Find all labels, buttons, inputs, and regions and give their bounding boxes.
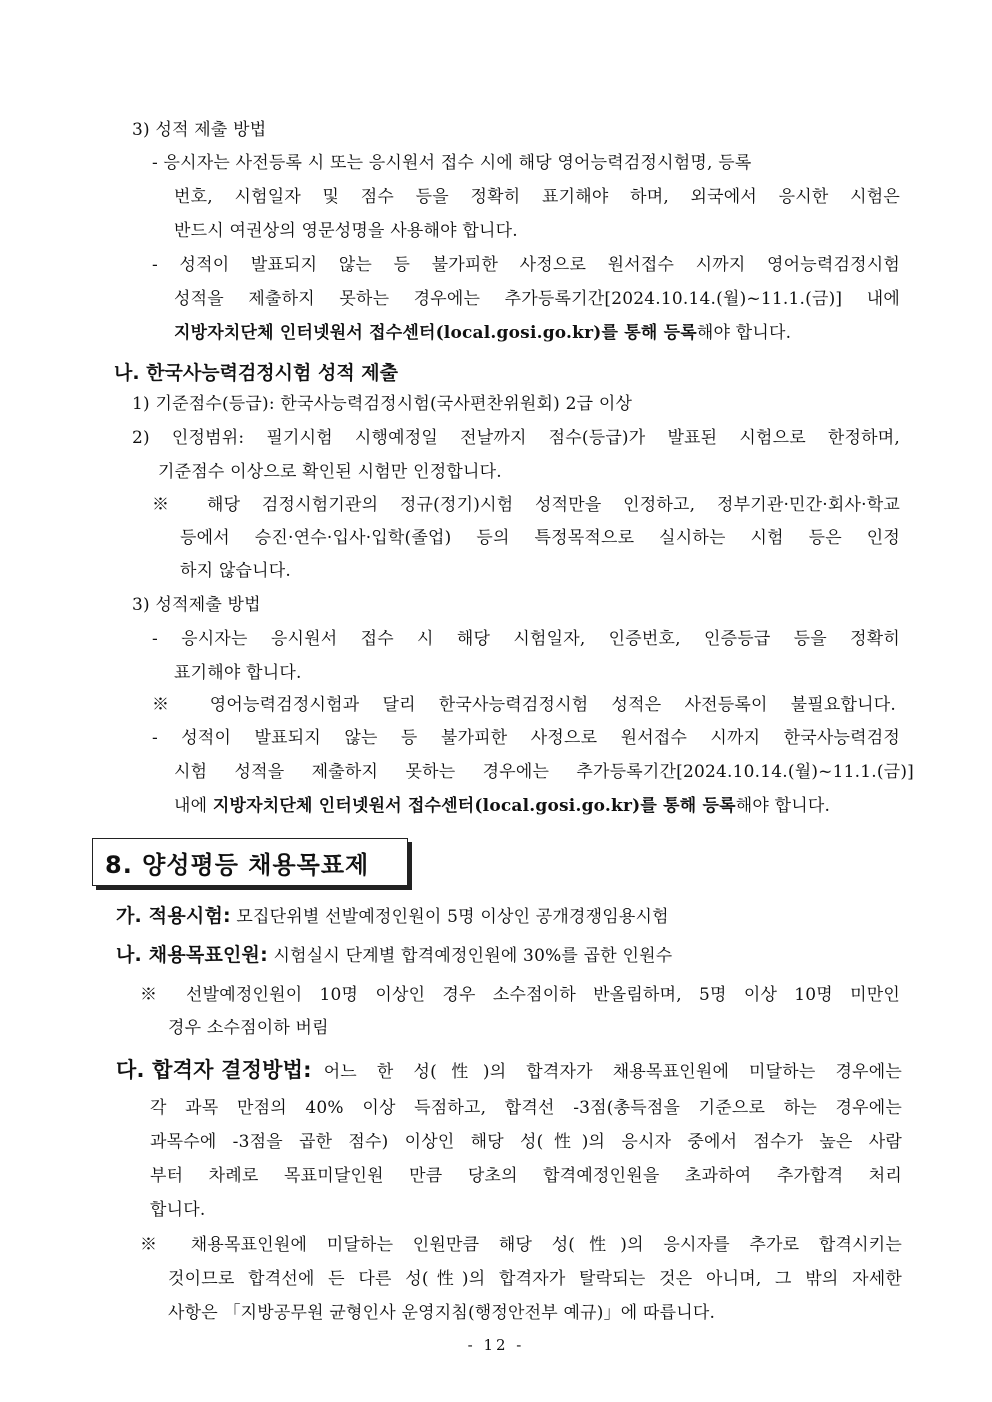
- body-line: 과목수에 -3점을 곱한 점수) 이상인 해당 성(性)의 응시자 중에서 점수가 높은 사람: [150, 1132, 902, 1152]
- section-title-box: [92, 838, 408, 886]
- item-label: 나. 채용목표인원:: [116, 944, 268, 966]
- body-line: 각 과목 만점의 40% 이상 득점하고, 합격선 -3점(총득점을 기준으로 하는 경우에는: [150, 1098, 902, 1118]
- section-heading: 나. 한국사능력검정시험 성적 제출: [114, 362, 399, 384]
- emphasis-text: 지방자치단체 인터넷원서 접수센터(local.gosi.go.kr)를 통해 등록: [174, 323, 697, 343]
- item-label: 다. 합격자 결정방법:: [116, 1058, 312, 1082]
- note-line: 사항은 「지방공무원 균형인사 운영지침(행정안전부 예규)」에 따릅니다.: [168, 1303, 716, 1323]
- bullet-line: 번호, 시험일자 및 점수 등을 정확히 표기해야 하며, 외국에서 응시한 시험은: [174, 187, 900, 207]
- page-number: - 12 -: [467, 1336, 525, 1354]
- body-line: 부터 차례로 목표미달인원 만큼 당초의 합격예정인원을 초과하여 추가합격 처리: [150, 1166, 902, 1186]
- bullet-line: - 성적이 발표되지 않는 등 불가피한 사정으로 원서접수 시까지 영어능력검정시험: [152, 255, 900, 275]
- bullet-line: 반드시 여권상의 영문성명을 사용해야 합니다.: [174, 221, 518, 241]
- bullet-line: 지방자치단체 인터넷원서 접수센터(local.gosi.go.kr)를 통해 등록해야 합니다.: [174, 323, 792, 343]
- note-line: 등에서 승진·연수·입사·입학(졸업) 등의 특정목적으로 실시하는 시험 등은 인정: [180, 528, 900, 548]
- sub-heading: 3) 성적 제출 방법: [132, 120, 267, 140]
- note-line: 것이므로 합격선에 든 다른 성(性)의 합격자가 탈락되는 것은 아니며, 그 밖의 자세한: [168, 1269, 902, 1289]
- item-line: 기준점수 이상으로 확인된 시험만 인정합니다.: [158, 462, 502, 482]
- note-line: ※ 채용목표인원에 미달하는 인원만큼 해당 성(性)의 응시자를 추가로 합격시키는: [140, 1235, 902, 1255]
- item-line: 나. 채용목표인원: 시험실시 단계별 합격예정인원에 30%를 곱한 인원수: [116, 944, 673, 966]
- bullet-line: 시험 성적을 제출하지 못하는 경우에는 추가등록기간[2024.10.14.(월)~11.1.(금)]: [174, 762, 914, 782]
- note-line: ※ 해당 검정시험기관의 정규(정기)시험 성적만을 인정하고, 정부기관·민간·회사·학교: [152, 495, 900, 515]
- note-line: ※ 선발예정인원이 10명 이상인 경우 소수점이하 반올림하며, 5명 이상 10명 미만인: [140, 985, 900, 1005]
- bullet-line: 내에 지방자치단체 인터넷원서 접수센터(local.gosi.go.kr)를 통해 등록해야 합니다.: [174, 796, 831, 816]
- bullet-line: 표기해야 합니다.: [174, 663, 302, 683]
- section-title: 8. 양성평등 채용목표제: [105, 850, 370, 879]
- item-line: 1) 기준점수(등급): 한국사능력검정시험(국사편찬위원회) 2급 이상: [132, 394, 633, 414]
- bullet-line: - 성적이 발표되지 않는 등 불가피한 사정으로 원서접수 시까지 한국사능력검정: [152, 728, 900, 748]
- body-line: 합니다.: [150, 1200, 206, 1220]
- emphasis-text: 지방자치단체 인터넷원서 접수센터(local.gosi.go.kr)를 통해 등록: [212, 796, 736, 816]
- item-line: 다. 합격자 결정방법: 어느 한 성(性)의 합격자가 채용목표인원에 미달하는 경우에는: [116, 1058, 902, 1082]
- item-line: 2) 인정범위: 필기시험 시행예정일 전날까지 점수(등급)가 발표된 시험으로 한정하며,: [132, 428, 900, 448]
- note-line: 경우 소수점이하 버림: [168, 1018, 329, 1038]
- note-line: ※ 영어능력검정시험과 달리 한국사능력검정시험 성적은 사전등록이 불필요합니다.: [152, 695, 896, 715]
- bullet-line: 성적을 제출하지 못하는 경우에는 추가등록기간[2024.10.14.(월)~11.1.(금)] 내에: [174, 289, 900, 309]
- note-line: 하지 않습니다.: [180, 561, 291, 581]
- item-label: 가. 적용시험:: [116, 905, 231, 927]
- item-line: 3) 성적제출 방법: [132, 595, 261, 615]
- bullet-line: - 응시자는 사전등록 시 또는 응시원서 접수 시에 해당 영어능력검정시험명, 등록: [152, 153, 752, 173]
- bullet-line: - 응시자는 응시원서 접수 시 해당 시험일자, 인증번호, 인증등급 등을 정확히: [152, 629, 900, 649]
- item-line: 가. 적용시험: 모집단위별 선발예정인원이 5명 이상인 공개경쟁임용시험: [116, 905, 669, 927]
